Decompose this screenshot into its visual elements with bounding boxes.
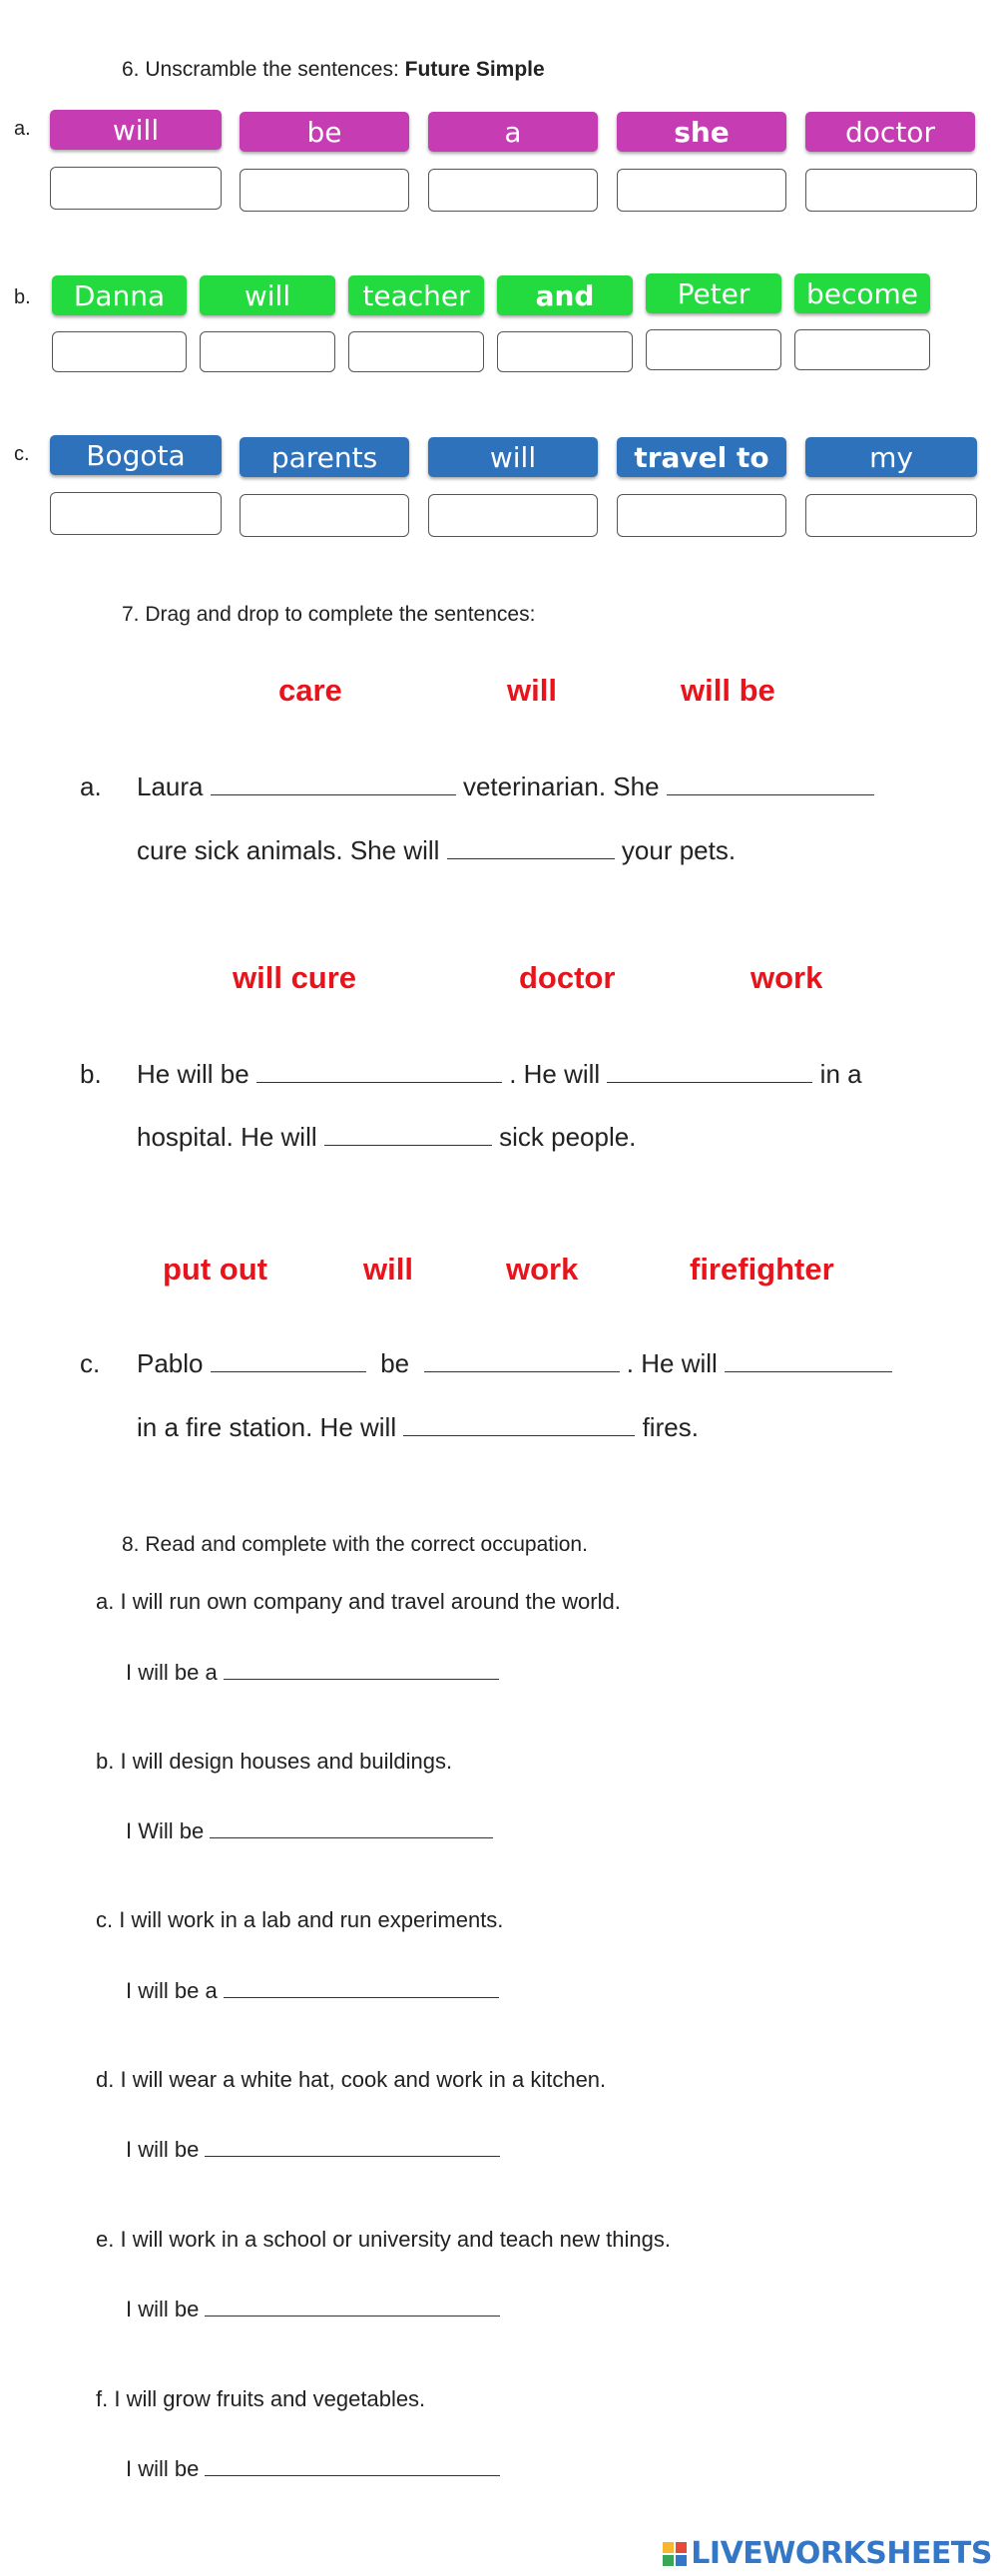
answer-line — [126, 2297, 500, 2322]
question-text: I will work in a lab and run experiments. — [119, 1907, 504, 1932]
question-item — [96, 1907, 503, 1933]
word-tile[interactable]: become — [794, 273, 930, 313]
drop-box[interactable] — [428, 494, 598, 537]
answer-line — [126, 1818, 493, 1844]
word-bank-item[interactable]: put out — [163, 1252, 268, 1287]
row-label-b: b. — [14, 286, 31, 308]
sentence-text: be — [380, 1348, 410, 1378]
sentence-label-a: a. — [80, 772, 102, 801]
question-item — [96, 2067, 606, 2093]
sentence-text: Pablo — [137, 1348, 204, 1378]
drop-box[interactable] — [348, 331, 484, 372]
answer-line — [126, 1660, 499, 1686]
sentence-text: cure sick animals. She will — [137, 835, 440, 865]
drop-box[interactable] — [617, 169, 786, 212]
answer-prefix: I will be a — [126, 1660, 218, 1685]
question-item — [96, 2386, 425, 2412]
word-tile[interactable]: she — [617, 112, 786, 152]
word-bank-item[interactable]: will be — [681, 673, 775, 708]
question-item — [96, 1589, 621, 1615]
word-tile[interactable]: travel to — [617, 437, 786, 477]
word-tile[interactable]: and — [497, 275, 633, 315]
drop-box[interactable] — [617, 494, 786, 537]
sentence-text: sick people. — [499, 1122, 637, 1152]
answer-gap[interactable] — [211, 793, 456, 795]
exercise-6-number: 6. — [122, 58, 140, 81]
question-text: I will work in a school or university and teach new things. — [120, 2227, 671, 2252]
sentence-line — [137, 772, 874, 802]
word-bank-item[interactable]: doctor — [519, 960, 616, 995]
answer-gap[interactable] — [667, 793, 874, 795]
answer-gap[interactable] — [211, 1370, 366, 1372]
answer-gap[interactable] — [256, 1081, 502, 1083]
sentence-text: hospital. He will — [137, 1122, 317, 1152]
sentence-text: Laura — [137, 772, 204, 801]
sentence-label-b: b. — [80, 1059, 102, 1089]
answer-gap[interactable] — [607, 1081, 812, 1083]
drop-box[interactable] — [50, 492, 222, 535]
sentence-text: in a — [819, 1059, 862, 1089]
answer-gap[interactable] — [324, 1144, 492, 1146]
question-text: I will design houses and buildings. — [120, 1749, 453, 1774]
word-bank-item[interactable]: will — [507, 673, 557, 708]
sentence-text: in a fire station. He will — [137, 1412, 397, 1442]
sentence-text: veterinarian. She — [462, 772, 660, 801]
sentence-line — [137, 1348, 892, 1379]
word-bank-item[interactable]: work — [750, 960, 823, 995]
drop-box[interactable] — [794, 329, 930, 370]
row-label-a: a. — [14, 118, 31, 140]
answer-line — [126, 2456, 500, 2482]
word-tile[interactable]: my — [805, 437, 977, 477]
question-item — [96, 2227, 671, 2253]
word-tile[interactable]: Bogota — [50, 435, 222, 475]
row-label-c: c. — [14, 443, 30, 465]
exercise-8-title-text: Read and complete with the correct occupation. — [145, 1533, 588, 1556]
answer-prefix: I Will be — [126, 1818, 205, 1843]
drop-box[interactable] — [50, 167, 222, 210]
word-tile[interactable]: will — [200, 275, 335, 315]
answer-field[interactable] — [205, 2474, 500, 2476]
question-text: I will run own company and travel around the world. — [120, 1589, 621, 1614]
sentence-line — [137, 1059, 862, 1090]
word-tile[interactable]: will — [428, 437, 598, 477]
word-tile[interactable]: Peter — [646, 273, 781, 313]
word-tile[interactable]: parents — [240, 437, 409, 477]
drop-box[interactable] — [240, 494, 409, 537]
question-label: a. — [96, 1589, 115, 1614]
word-bank-item[interactable]: will — [363, 1252, 413, 1287]
sentence-line — [137, 835, 736, 866]
liveworksheets-logo — [662, 2536, 992, 2571]
word-bank-item[interactable]: firefighter — [690, 1252, 834, 1287]
sentence-text: your pets. — [621, 835, 737, 865]
sentence-text: fires. — [642, 1412, 699, 1442]
answer-line — [126, 1978, 499, 2004]
exercise-8-number: 8. — [122, 1533, 140, 1556]
drop-box[interactable] — [805, 169, 977, 212]
word-tile[interactable]: be — [240, 112, 409, 152]
question-label: d. — [96, 2067, 115, 2092]
word-tile[interactable]: a — [428, 112, 598, 152]
word-tile[interactable]: doctor — [805, 112, 975, 152]
answer-field[interactable] — [210, 1836, 493, 1838]
sentence-line — [137, 1412, 699, 1443]
word-bank-item[interactable]: work — [506, 1252, 579, 1287]
question-label: f. — [96, 2386, 109, 2411]
sentence-text: He will be — [137, 1059, 250, 1089]
answer-prefix: I will be a — [126, 1978, 218, 2003]
question-text: I will wear a white hat, cook and work in a kitchen. — [120, 2067, 607, 2092]
answer-gap[interactable] — [447, 857, 615, 859]
exercise-6-title-bold: Future Simple — [404, 58, 545, 81]
brand-name: LIVEWORKSHEETS — [691, 2536, 992, 2571]
question-item — [96, 1749, 452, 1775]
drop-box[interactable] — [646, 329, 781, 370]
sentence-line — [137, 1122, 636, 1153]
word-bank-item[interactable]: care — [278, 673, 342, 708]
drop-box[interactable] — [805, 494, 977, 537]
answer-gap[interactable] — [725, 1370, 892, 1372]
answer-gap[interactable] — [403, 1434, 635, 1436]
sentence-text: . He will — [509, 1059, 601, 1089]
drop-box[interactable] — [240, 169, 409, 212]
word-tile[interactable]: teacher — [348, 275, 484, 315]
word-tile[interactable]: will — [50, 110, 222, 150]
answer-field[interactable] — [224, 1996, 499, 1998]
sentence-label-c: c. — [80, 1348, 101, 1378]
drop-box[interactable] — [200, 331, 335, 372]
word-tile[interactable]: Danna — [52, 275, 187, 315]
exercise-7-title — [122, 603, 535, 627]
exercise-6-title — [122, 58, 545, 82]
answer-prefix: I will be — [126, 2456, 200, 2481]
word-bank-item[interactable]: will cure — [233, 960, 357, 995]
answer-field[interactable] — [205, 2315, 500, 2317]
answer-line — [126, 2137, 500, 2163]
answer-prefix: I will be — [126, 2137, 200, 2162]
exercise-6-title-text: Unscramble the sentences: — [145, 58, 399, 81]
answer-field[interactable] — [224, 1678, 499, 1680]
drop-box[interactable] — [52, 331, 187, 372]
answer-prefix: I will be — [126, 2297, 200, 2321]
question-text: I will grow fruits and vegetables. — [114, 2386, 426, 2411]
sentence-text: . He will — [626, 1348, 718, 1378]
question-label: e. — [96, 2227, 115, 2252]
exercise-7-title-text: Drag and drop to complete the sentences: — [145, 603, 536, 626]
exercise-8-title — [122, 1533, 588, 1557]
question-label: b. — [96, 1749, 115, 1774]
drop-box[interactable] — [497, 331, 633, 372]
answer-field[interactable] — [205, 2155, 500, 2157]
liveworksheets-logo-icon — [662, 2541, 688, 2567]
drop-box[interactable] — [428, 169, 598, 212]
question-label: c. — [96, 1907, 114, 1932]
exercise-7-number: 7. — [122, 603, 140, 626]
answer-gap[interactable] — [424, 1370, 620, 1372]
